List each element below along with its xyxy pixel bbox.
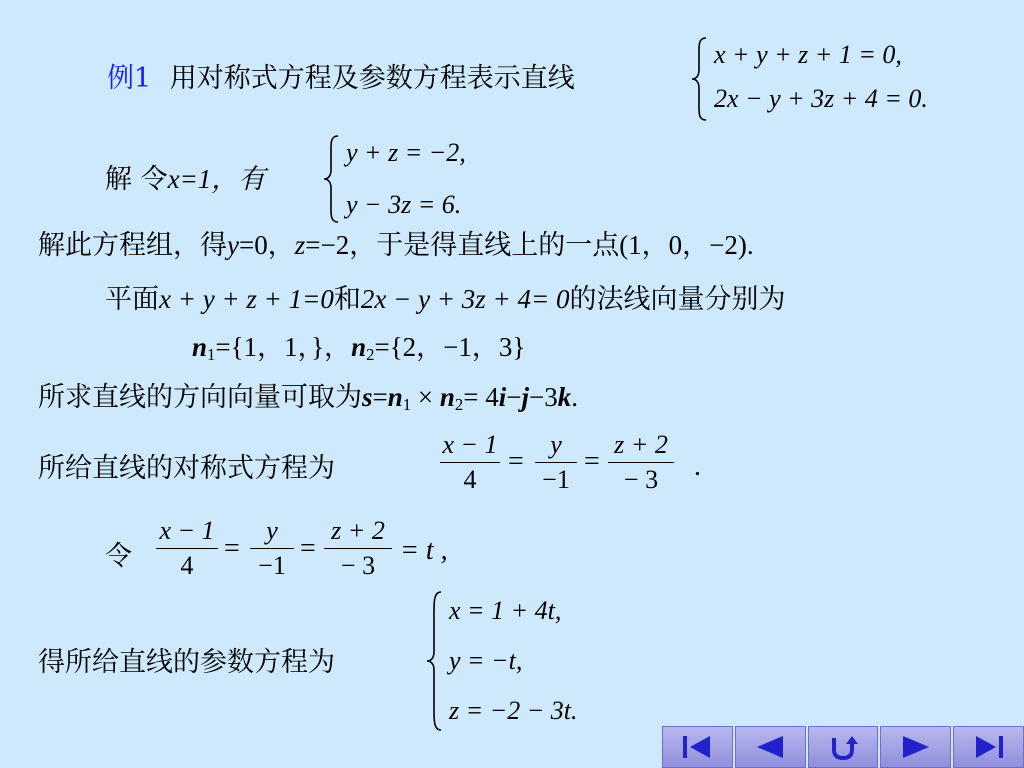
solution-eq-1: y + z = −2,	[346, 138, 466, 167]
example-system	[690, 36, 980, 122]
parametric-label: 得所给直线的参数方程为	[38, 647, 335, 678]
vector-s: s	[362, 382, 373, 412]
prev-icon	[753, 734, 787, 760]
vector-n2: n	[351, 332, 367, 362]
direction-vector-line	[38, 380, 578, 422]
solution-intro: 解 令	[105, 164, 168, 195]
plane-and: 和	[333, 284, 361, 315]
vector-n2-value: ={2，−1，3}	[374, 332, 526, 362]
example-heading	[107, 62, 575, 96]
parametric-system	[425, 590, 645, 732]
solution-eq-2: y − 3z = 6.	[346, 190, 462, 219]
vector-n1-sub: 1	[402, 395, 412, 415]
last-icon	[972, 734, 1006, 760]
brace-icon	[690, 36, 708, 122]
solve-text-c: =−2，于是得直线上的一点(1，0，−2).	[305, 230, 754, 260]
equals-sign: =	[224, 533, 240, 564]
let-tail: = t ,	[400, 535, 448, 566]
period: .	[694, 451, 701, 482]
slide-navigation	[660, 726, 1024, 768]
solve-text-a: 解此方程组，得	[38, 230, 227, 261]
symmetric-fraction-3: z + 2 − 3	[608, 430, 674, 495]
return-icon	[826, 734, 860, 760]
vector-n2-sub: 2	[454, 395, 464, 415]
example-prompt: 用对称式方程及参数方程表示直线	[169, 63, 575, 94]
minus-op: −	[506, 382, 522, 412]
vector-n1: n	[192, 332, 208, 362]
normal-vectors-line	[192, 330, 525, 372]
example-eq-1: x + y + z + 1 = 0,	[714, 40, 902, 69]
symmetric-fraction-2: y −1	[535, 430, 577, 495]
unit-j: j	[521, 382, 530, 412]
unit-k: k	[557, 382, 572, 412]
parametric-eq-y: y = −t,	[449, 646, 523, 675]
return-button[interactable]	[808, 726, 879, 768]
vector-n1-sub: 1	[207, 345, 216, 365]
brace-icon	[322, 134, 340, 224]
plane-text-a: 平面	[105, 284, 159, 315]
plane-eq-2: 2x − y + 3z + 4= 0	[360, 284, 570, 314]
equals-sign: =	[508, 446, 524, 477]
equals-sign: =	[300, 533, 316, 564]
first-slide-button[interactable]	[662, 726, 733, 768]
previous-slide-button[interactable]	[735, 726, 806, 768]
plane-eq-1: x + y + z + 1=0	[159, 284, 334, 314]
vector-n2: n	[439, 382, 455, 412]
symmetric-label: 所给直线的对称式方程为	[38, 453, 335, 484]
let-fraction-3: z + 2 − 3	[324, 516, 392, 581]
solution-x-eq: x=1，有	[167, 164, 266, 194]
parametric-eq-x: x = 1 + 4t,	[449, 596, 562, 625]
let-label: 令	[105, 541, 132, 572]
let-fraction-2: y −1	[250, 516, 294, 581]
equals-sign: =	[584, 446, 600, 477]
unit-i: i	[498, 382, 507, 412]
let-fraction-1: x − 1 4	[156, 516, 218, 581]
last-slide-button[interactable]	[953, 726, 1024, 768]
symmetric-fraction-1: x − 1 4	[440, 430, 500, 495]
next-icon	[899, 734, 933, 760]
vector-n1-value: ={1，1，}，	[215, 332, 352, 362]
plane-text-b: 的法线向量分别为	[569, 284, 786, 315]
solution-intro-line	[105, 162, 265, 197]
var-y: y	[227, 230, 239, 260]
brace-icon	[425, 590, 443, 732]
direction-result: = 4	[463, 382, 499, 412]
vector-n2-sub: 2	[366, 345, 375, 365]
minus-three: −3	[529, 382, 558, 412]
direction-text: 所求直线的方向向量可取为	[38, 382, 362, 413]
solve-result-line	[38, 228, 754, 263]
example-label: 例1	[107, 63, 152, 94]
parametric-eq-z: z = −2 − 3t.	[449, 696, 578, 725]
example-eq-2: 2x − y + 3z + 4 = 0.	[714, 84, 928, 113]
next-slide-button[interactable]	[880, 726, 951, 768]
vector-n1: n	[387, 382, 403, 412]
direction-eq: =	[372, 382, 388, 412]
var-z: z	[294, 230, 306, 260]
cross-op: ×	[411, 382, 440, 412]
period: .	[571, 382, 579, 412]
solve-text-b: =0，	[238, 230, 295, 260]
solution-system	[322, 134, 522, 224]
first-icon	[680, 734, 714, 760]
plane-normal-line	[105, 282, 785, 317]
